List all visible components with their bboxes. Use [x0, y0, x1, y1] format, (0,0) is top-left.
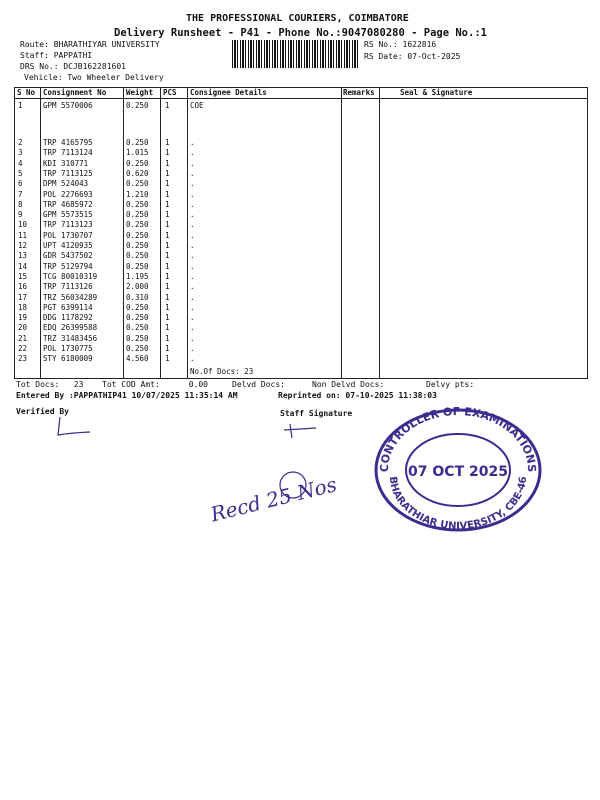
handwritten-note-text: Recd 25 Nos: [208, 472, 340, 527]
cell-cno: TRP 7113124: [43, 148, 93, 158]
controller-stamp: [368, 405, 548, 535]
cell-cons: .: [190, 220, 195, 230]
no-of-docs: No.Of Docs: 23: [190, 367, 254, 376]
cell-cons: .: [190, 138, 195, 147]
header-weight: Weight: [126, 88, 154, 97]
cell-cons: .: [190, 333, 195, 343]
cell-sno: 12: [18, 241, 28, 250]
cell-cons: .: [190, 210, 195, 220]
cell-sno: 18: [18, 302, 28, 312]
cell-pcs: 1: [165, 251, 170, 261]
cell-cons: .: [190, 302, 195, 312]
cell-cno: TCG 80010319: [43, 271, 98, 281]
table-row: [15, 354, 341, 363]
cell-cons: .: [190, 158, 195, 168]
cell-sno: 17: [18, 292, 28, 302]
cell-cons: .: [190, 354, 195, 364]
cell-cno: GDR 5437502: [43, 251, 93, 261]
header-pcs: PCS: [163, 88, 177, 97]
cell-sno: 20: [18, 323, 28, 333]
table-row: [15, 303, 341, 312]
cell-pcs: 1: [165, 333, 170, 343]
cell-wt: 0.250: [126, 101, 149, 110]
cell-cno: TRP 7113125: [43, 168, 93, 178]
cell-cons: .: [190, 282, 195, 292]
cell-cons: .: [190, 148, 195, 158]
table-row: [15, 190, 341, 199]
cell-wt: 0.250: [126, 179, 149, 189]
cell-wt: 2.000: [126, 282, 149, 292]
runsheet-table: [14, 87, 588, 379]
header-consignee: Consignee Details: [190, 88, 267, 97]
cell-pcs: 1: [165, 210, 170, 220]
cell-cno: TRP 4165795: [43, 138, 93, 147]
cell-pcs: 1: [165, 241, 170, 250]
cell-cno: POL 2276693: [43, 189, 93, 199]
tot-docs: Tot Docs: 23: [16, 380, 84, 389]
cell-wt: 0.250: [126, 261, 149, 271]
cell-wt: 0.250: [126, 230, 149, 240]
non-delvd-docs: Non Delvd Docs:: [312, 380, 385, 389]
table-row: [15, 148, 341, 157]
table-row: [15, 179, 341, 188]
cell-pcs: 1: [165, 292, 170, 302]
cell-cons: .: [190, 313, 195, 323]
table-row: [15, 200, 341, 209]
cell-cno: STY 6180009: [43, 354, 93, 364]
cell-cno: PGT 6399114: [43, 302, 93, 312]
cell-cons: .: [190, 230, 195, 240]
cell-cons: .: [190, 241, 195, 250]
cell-pcs: 1: [165, 313, 170, 323]
staff-signature-mark: [280, 422, 330, 442]
cell-cons: .: [190, 261, 195, 271]
table-row: [15, 272, 341, 281]
cell-sno: 1: [18, 101, 23, 110]
cell-pcs: 1: [165, 220, 170, 230]
cell-sno: 9: [18, 210, 23, 220]
header-consignment: Consignment No: [43, 88, 107, 97]
table-row: [15, 169, 341, 178]
cell-pcs: 1: [165, 261, 170, 271]
cell-cno: DPM 524043: [43, 179, 89, 189]
cell-sno: 13: [18, 251, 28, 261]
table-row: [15, 323, 341, 332]
stamp-bottom-text: BHARATHIAR UNIVERSITY, CBE-46: [386, 476, 530, 533]
delvy-pts: Delvy pts:: [426, 380, 475, 389]
cell-wt: 1.015: [126, 148, 149, 158]
cell-cno: GPM 5573515: [43, 210, 93, 220]
cell-sno: 15: [18, 271, 28, 281]
header-seal: Seal & Signature: [400, 88, 473, 97]
cell-wt: 0.250: [126, 333, 149, 343]
cell-pcs: 1: [165, 199, 170, 209]
delvd-docs: Delvd Docs:: [232, 380, 285, 389]
cell-cons: .: [190, 251, 195, 261]
table-row: [15, 241, 341, 250]
stamp-date: 07 OCT 2025: [408, 464, 508, 480]
company-title: THE PROFESSIONAL COURIERS, COIMBATORE: [186, 13, 409, 24]
runsheet-title: Delivery Runsheet - P41 - Phone No.:9047080280 - Page No.:1: [114, 27, 487, 39]
cell-wt: 0.250: [126, 302, 149, 312]
cell-cno: TRP 5129794: [43, 261, 93, 271]
cell-cno: EDQ 26399588: [43, 323, 98, 333]
cell-sno: 8: [18, 199, 23, 209]
cell-pcs: 1: [165, 148, 170, 158]
cell-wt: 0.250: [126, 344, 149, 353]
cell-cno: POL 1730707: [43, 230, 93, 240]
cell-wt: 0.250: [126, 251, 149, 261]
cell-cons: .: [190, 323, 195, 333]
cell-wt: 0.250: [126, 158, 149, 168]
header-sno: S No: [17, 88, 36, 97]
cell-cons: COE: [190, 101, 204, 110]
cell-cno: GPM 5570006: [43, 101, 93, 110]
cell-wt: 0.250: [126, 241, 149, 250]
table-row: [15, 101, 341, 110]
table-row: [15, 220, 341, 229]
vehicle-label: Vehicle: Two Wheeler Delivery: [24, 73, 164, 82]
cell-wt: 0.250: [126, 220, 149, 230]
cell-pcs: 1: [165, 323, 170, 333]
cell-cno: DDG 1178292: [43, 313, 93, 323]
svg-text:CONTROLLER OF EXAMINATIONS: [378, 405, 538, 472]
table-row: [15, 262, 341, 271]
cell-pcs: 1: [165, 271, 170, 281]
cell-cno: TRP 7113123: [43, 220, 93, 230]
table-row: [15, 334, 341, 343]
cell-wt: 0.250: [126, 138, 149, 147]
cell-sno: 10: [18, 220, 28, 230]
cell-pcs: 1: [165, 230, 170, 240]
cell-sno: 11: [18, 230, 28, 240]
cell-pcs: 1: [165, 138, 170, 147]
barcode: [232, 40, 360, 68]
cell-wt: 1.195: [126, 271, 149, 281]
cell-wt: 0.620: [126, 168, 149, 178]
cell-cons: .: [190, 199, 195, 209]
cell-cons: .: [190, 168, 195, 178]
verified-signature: [50, 415, 130, 445]
cell-sno: 6: [18, 179, 23, 189]
cell-cno: POL 1730775: [43, 344, 93, 353]
table-row: [15, 210, 341, 219]
cell-wt: 0.250: [126, 313, 149, 323]
table-row: [15, 159, 341, 168]
table-row: [15, 251, 341, 260]
route-label: Route: BHARATHIYAR UNIVERSITY: [20, 40, 160, 49]
cell-sno: 2: [18, 138, 23, 147]
table-row: [15, 138, 341, 147]
cell-sno: 7: [18, 189, 23, 199]
cell-cons: .: [190, 189, 195, 199]
cell-sno: 14: [18, 261, 28, 271]
table-row: [15, 282, 341, 291]
cell-sno: 4: [18, 158, 23, 168]
table-row: [15, 231, 341, 240]
handwritten-note: [200, 455, 350, 535]
cell-pcs: 1: [165, 101, 170, 110]
cell-pcs: 1: [165, 354, 170, 364]
cell-cons: .: [190, 292, 195, 302]
staff-signature: Staff Signature: [280, 409, 353, 418]
cell-sno: 21: [18, 333, 28, 343]
cell-sno: 5: [18, 168, 23, 178]
cell-sno: 19: [18, 313, 28, 323]
cell-wt: 1.210: [126, 189, 149, 199]
cell-sno: 16: [18, 282, 28, 292]
cell-pcs: 1: [165, 158, 170, 168]
cell-cno: UPT 4120935: [43, 241, 93, 250]
svg-text:BHARATHIAR UNIVERSITY, CBE-46: [387, 476, 529, 532]
table-row: [15, 293, 341, 302]
cell-pcs: 1: [165, 344, 170, 353]
cell-sno: 23: [18, 354, 28, 364]
cell-cons: .: [190, 179, 195, 189]
cell-pcs: 1: [165, 189, 170, 199]
table-row: [15, 344, 341, 353]
cell-pcs: 1: [165, 282, 170, 292]
cell-cno: TRZ 31483456: [43, 333, 98, 343]
rs-no-label: RS No.: 1622816: [364, 40, 437, 49]
cell-wt: 0.250: [126, 323, 149, 333]
cell-pcs: 1: [165, 302, 170, 312]
stamp-top-text: CONTROLLER OF EXAMINATIONS: [377, 405, 539, 473]
cell-wt: 4.560: [126, 354, 149, 364]
entered-by: Entered By :PAPPATHIP41 10/07/2025 11:35:14 AM: [16, 391, 238, 400]
cell-sno: 3: [18, 148, 23, 158]
cell-cons: .: [190, 344, 195, 353]
cell-cno: TRZ 56034289: [43, 292, 98, 302]
cell-pcs: 1: [165, 179, 170, 189]
drs-no-label: DRS No.: DCJB162281601: [20, 62, 126, 71]
rs-date-label: RS Date: 07-Oct-2025: [364, 52, 461, 61]
cell-pcs: 1: [165, 168, 170, 178]
cell-wt: 0.250: [126, 199, 149, 209]
verified-by: Verified By: [16, 407, 69, 416]
cell-cons: .: [190, 271, 195, 281]
cell-cno: TRP 4685972: [43, 199, 93, 209]
table-row: [15, 313, 341, 322]
reprinted-on: Reprinted on: 07-10-2025 11:38:03: [278, 391, 437, 400]
tot-cod: Tot COD Amt: 0.00: [102, 380, 208, 389]
cell-wt: 0.310: [126, 292, 149, 302]
cell-wt: 0.250: [126, 210, 149, 220]
header-remarks: Remarks: [343, 88, 375, 97]
cell-sno: 22: [18, 344, 28, 353]
cell-cno: KDI 310771: [43, 158, 89, 168]
cell-cno: TRP 7113126: [43, 282, 93, 292]
staff-label: Staff: PAPPATHI: [20, 51, 93, 60]
